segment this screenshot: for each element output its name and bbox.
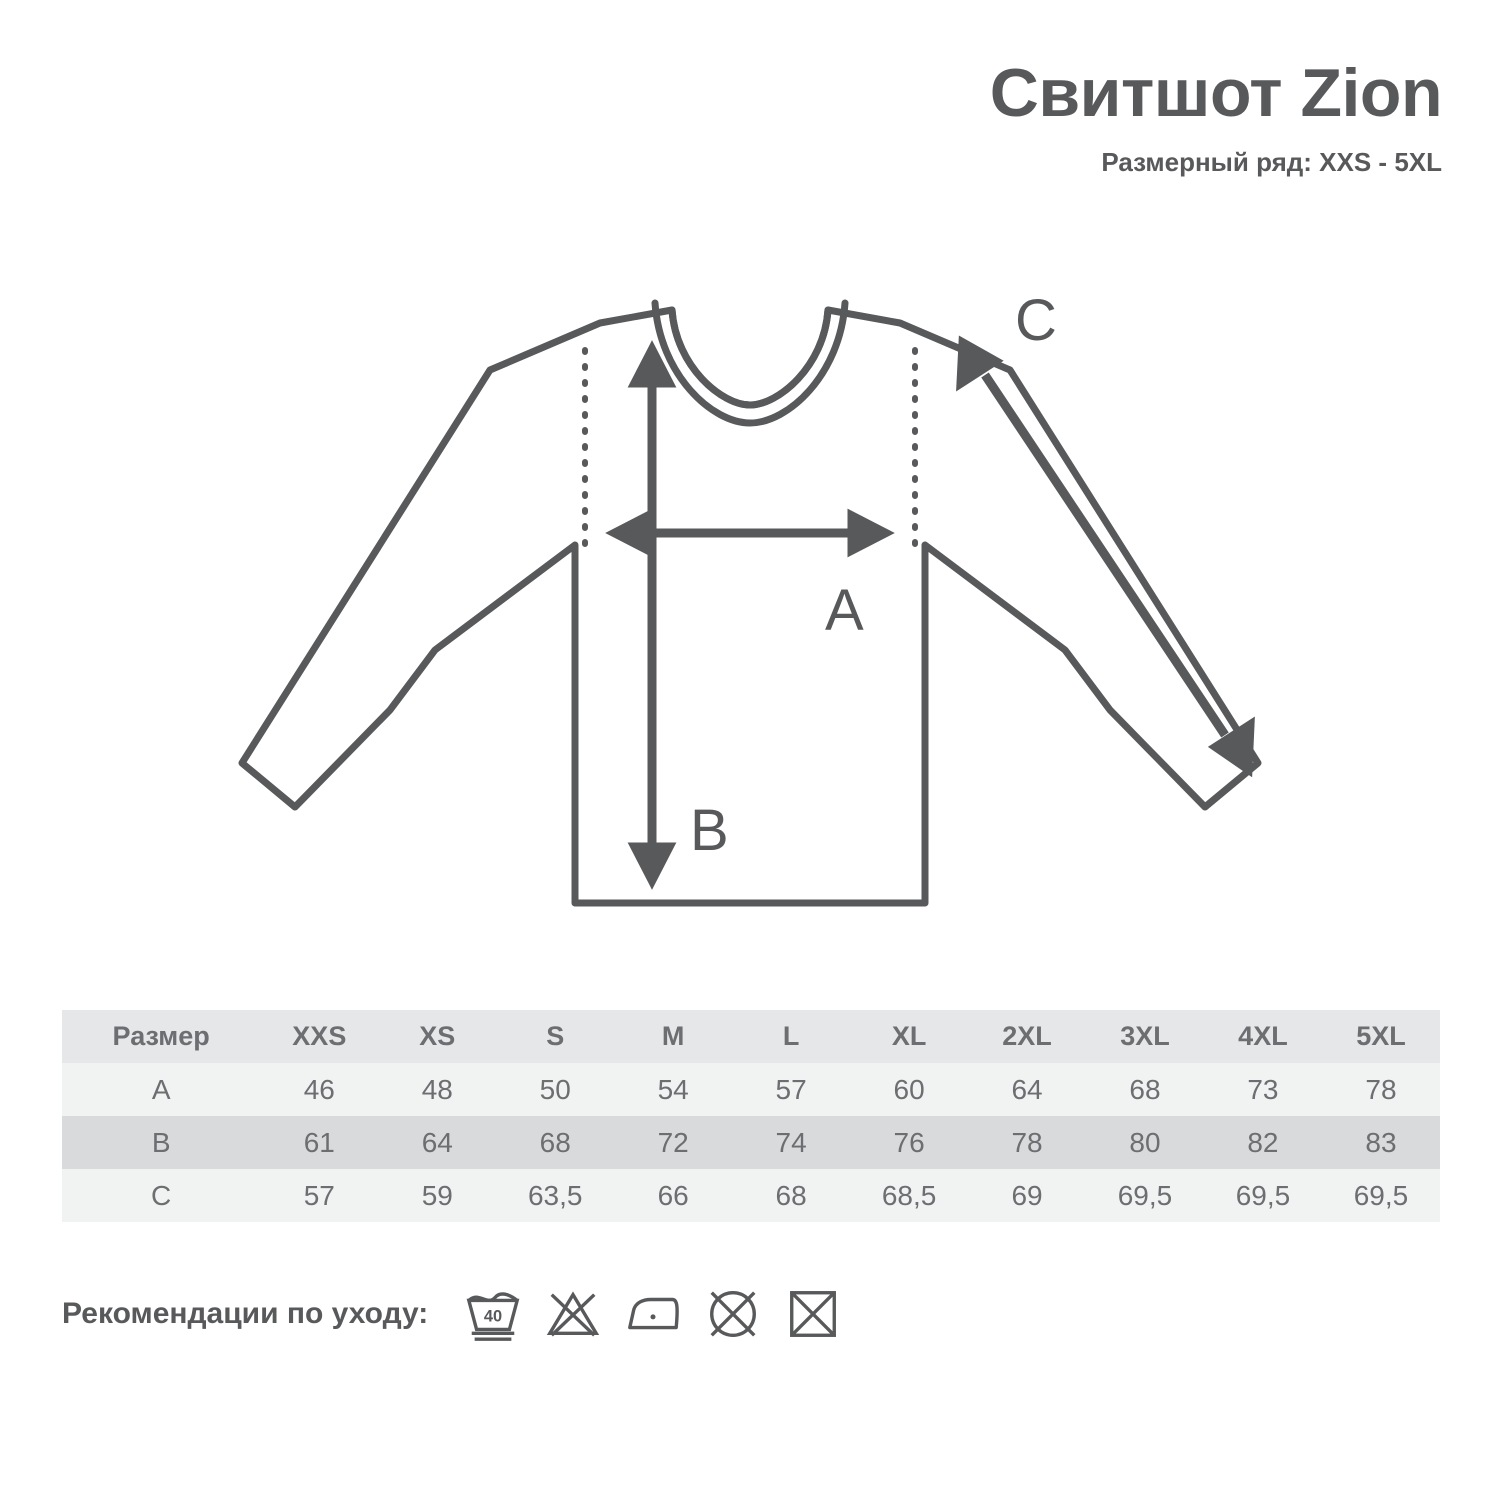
- page-title: Свитшот Zion: [989, 55, 1442, 131]
- row-label: B: [62, 1116, 260, 1169]
- column-header: S: [496, 1010, 614, 1063]
- column-header: XXS: [260, 1010, 378, 1063]
- row-label: C: [62, 1169, 260, 1222]
- table-cell: 54: [614, 1063, 732, 1116]
- label-a: A: [825, 578, 864, 643]
- table-cell: 68: [1086, 1063, 1204, 1116]
- table-header-row: [62, 1010, 1440, 1063]
- table-cell: 72: [614, 1116, 732, 1169]
- table-cell: 68,5: [850, 1169, 968, 1222]
- table-row: [62, 1116, 1440, 1169]
- table-cell: 64: [378, 1116, 496, 1169]
- column-header: 4XL: [1204, 1010, 1322, 1063]
- table-cell: 76: [850, 1116, 968, 1169]
- column-header: Размер: [62, 1010, 260, 1063]
- table-cell: 69,5: [1322, 1169, 1440, 1222]
- column-header: L: [732, 1010, 850, 1063]
- table-cell: 69: [968, 1169, 1086, 1222]
- table-cell: 48: [378, 1063, 496, 1116]
- row-label: A: [62, 1063, 260, 1116]
- label-c: C: [1015, 288, 1057, 353]
- garment-illustration: [0, 255, 1500, 955]
- table-cell: 69,5: [1086, 1169, 1204, 1222]
- table-cell: 74: [732, 1116, 850, 1169]
- iron-low-icon: [624, 1285, 682, 1343]
- care-label: Рекомендации по уходу:: [62, 1297, 429, 1330]
- label-b: B: [690, 798, 729, 863]
- table-cell: 73: [1204, 1063, 1322, 1116]
- table-cell: 68: [732, 1169, 850, 1222]
- table-cell: 66: [614, 1169, 732, 1222]
- size-range-subtitle: Размерный ряд: XXS - 5XL: [1101, 147, 1442, 178]
- table-cell: 69,5: [1204, 1169, 1322, 1222]
- care-icon-list: [464, 1285, 864, 1343]
- care-instructions: [62, 1285, 864, 1343]
- header: [989, 55, 1442, 178]
- measure-b-arrow: [635, 350, 669, 880]
- table-cell: 64: [968, 1063, 1086, 1116]
- column-header: XS: [378, 1010, 496, 1063]
- column-header: 3XL: [1086, 1010, 1204, 1063]
- table-cell: 78: [1322, 1063, 1440, 1116]
- column-header: 5XL: [1322, 1010, 1440, 1063]
- table-cell: 50: [496, 1063, 614, 1116]
- table-cell: 57: [732, 1063, 850, 1116]
- table-cell: 46: [260, 1063, 378, 1116]
- table-cell: 80: [1086, 1116, 1204, 1169]
- table-row: [62, 1063, 1440, 1116]
- no-bleach-icon: [544, 1285, 602, 1343]
- table-cell: 78: [968, 1116, 1086, 1169]
- table-cell: 82: [1204, 1116, 1322, 1169]
- no-tumble-dry-icon: [784, 1285, 842, 1343]
- table-cell: 60: [850, 1063, 968, 1116]
- table-cell: 63,5: [496, 1169, 614, 1222]
- wash-40-icon: [464, 1285, 522, 1343]
- sweatshirt-outline: [242, 303, 1258, 903]
- column-header: M: [614, 1010, 732, 1063]
- size-table: [62, 1010, 1440, 1222]
- table-cell: 59: [378, 1169, 496, 1222]
- column-header: 2XL: [968, 1010, 1086, 1063]
- table-cell: 68: [496, 1116, 614, 1169]
- table-cell: 83: [1322, 1116, 1440, 1169]
- table-cell: 61: [260, 1116, 378, 1169]
- table-row: [62, 1169, 1440, 1222]
- table-cell: 57: [260, 1169, 378, 1222]
- column-header: XL: [850, 1010, 968, 1063]
- no-dryclean-icon: [704, 1285, 762, 1343]
- wash-temp-value: 40: [484, 1307, 503, 1326]
